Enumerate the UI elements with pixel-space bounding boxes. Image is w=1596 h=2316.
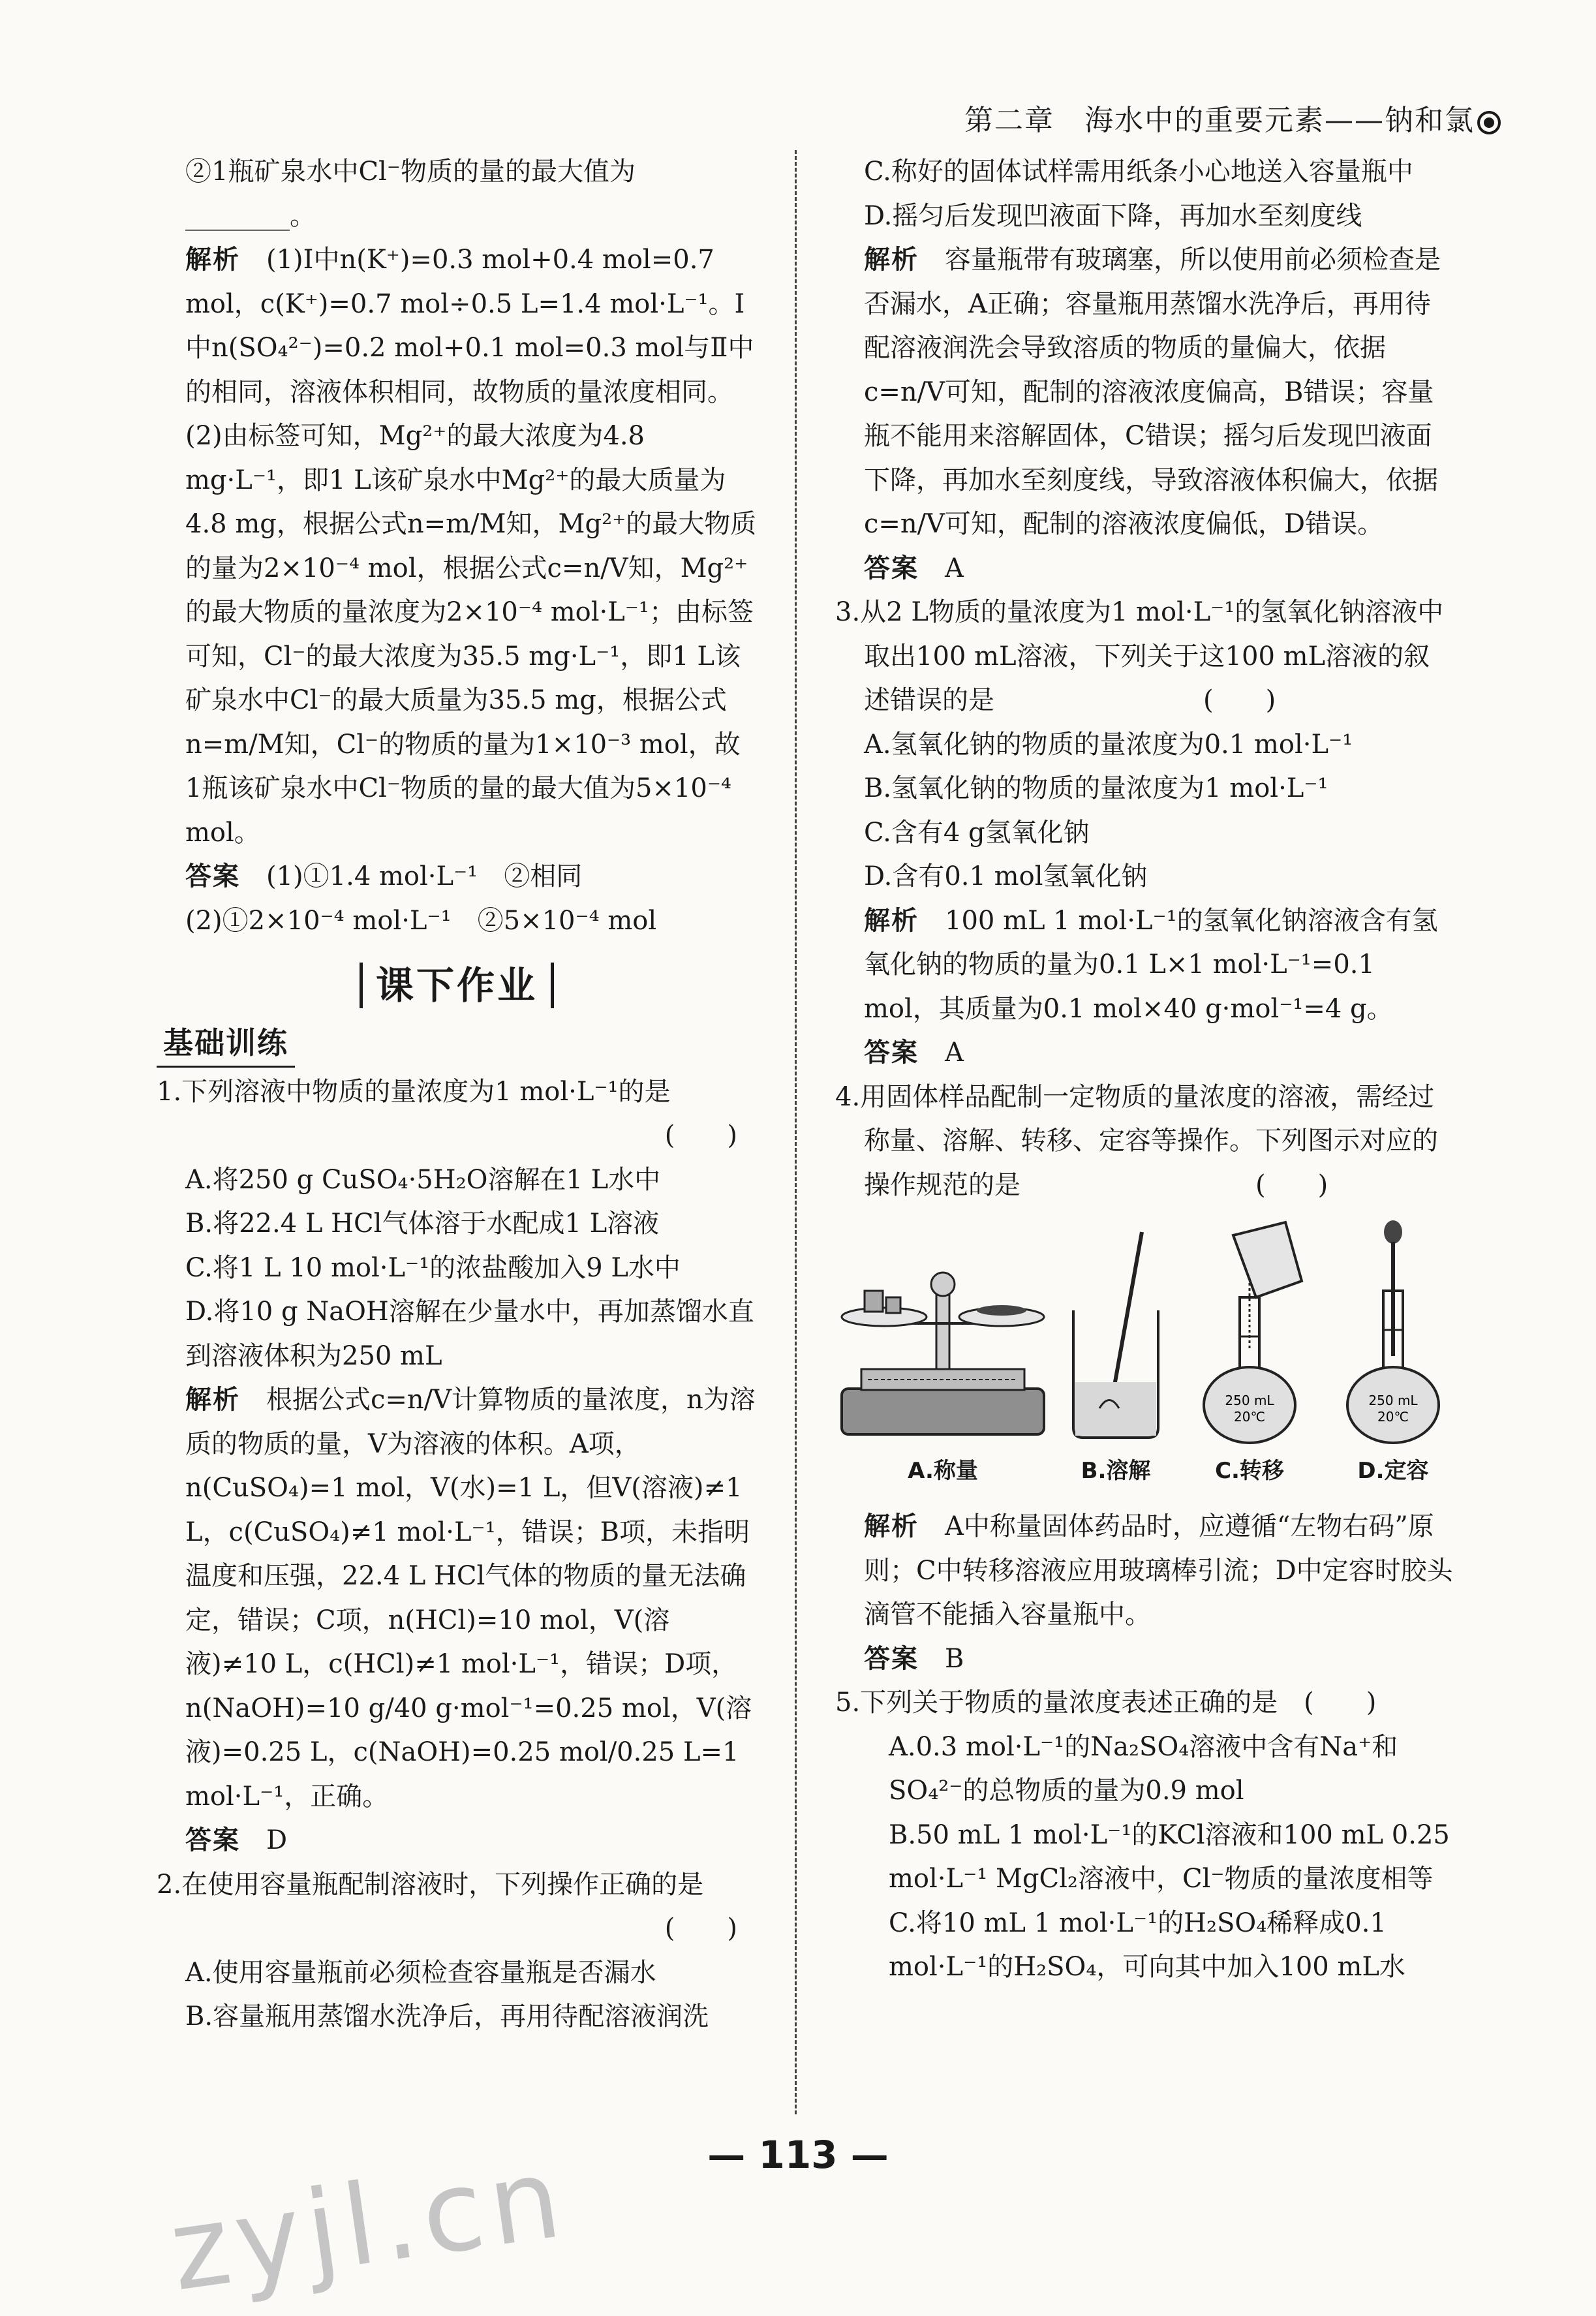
block-text: A.使用容量瓶前必须检查容量瓶是否漏水	[185, 1957, 656, 1988]
answer-block	[157, 855, 757, 943]
section-title-text: 课下作业	[360, 963, 554, 1008]
text-line	[157, 1158, 757, 1203]
answer-block	[835, 1505, 1455, 1637]
block-text: A	[945, 553, 964, 583]
block-label: 答案	[864, 1643, 919, 1674]
answer-block	[835, 899, 1455, 1032]
block-text: C.将10 mL 1 mol·L⁻¹的H₂SO₄稀释成0.1 mol·L⁻¹的H₂SO₄，可向其中加入100 mL水	[889, 1907, 1405, 1982]
flask-c-temp: 20℃	[1234, 1409, 1265, 1425]
chapter-title: 第二章 海水中的重要元素——钠和氯	[964, 104, 1475, 137]
block-text: B.将22.4 L HCl气体溶于水配成1 L溶液	[185, 1209, 660, 1239]
block-label: 解析	[185, 245, 240, 275]
figure-b	[1064, 1219, 1168, 1493]
text-line	[157, 1863, 757, 1907]
text-line	[157, 1951, 757, 1996]
block-text: C.称好的固体试样需用纸条小心地送入容量瓶中	[864, 157, 1413, 187]
text-line	[157, 1290, 757, 1378]
block-text: 2.在使用容量瓶配制溶液时，下列操作正确的是	[157, 1869, 704, 1900]
text-line	[835, 767, 1455, 811]
block-text: D.将10 g NaOH溶解在少量水中，再加蒸馏水直到溶液体积为250 mL	[185, 1297, 754, 1371]
block-text: D.摇匀后发现凹液面下降，再加水至刻度线	[864, 200, 1362, 231]
text-line	[157, 150, 757, 238]
block-label: 解析	[864, 245, 919, 275]
flask-d-temp: 20℃	[1377, 1409, 1409, 1425]
block-text: 100 mL 1 mol·L⁻¹的氢氧化钠溶液含有氢氧化钠的物质的量为0.1 L×1 mol·L⁻¹=0.1 mol，其质量为0.1 mol×40 g·mol⁻¹=4 g。	[864, 905, 1438, 1024]
block-text: A.氢氧化钠的物质的量浓度为0.1 mol·L⁻¹	[864, 729, 1353, 760]
figure-d-label: D.定容	[1357, 1457, 1429, 1484]
block-text: ( )	[664, 1120, 737, 1150]
block-label: 答案	[185, 861, 240, 891]
text-line	[835, 1681, 1455, 1725]
block-text: A中称量固体药品时，应遵循“左物右码”原则；C中转移溶液应用玻璃棒引流；D中定容时胶头滴管不能插入容量瓶中。	[864, 1511, 1453, 1629]
chapter-header	[900, 98, 1501, 144]
block-label: 解析	[185, 1385, 240, 1415]
flask-d-volume: 250 mL	[1368, 1393, 1418, 1408]
answer-block	[157, 238, 757, 855]
text-line	[835, 591, 1455, 723]
figure-d	[1331, 1219, 1455, 1493]
block-label: 答案	[864, 1038, 919, 1068]
figure-a	[835, 1219, 1051, 1493]
block-text: D	[266, 1825, 288, 1855]
text-line	[835, 855, 1455, 899]
answer-block	[835, 238, 1455, 547]
text-line	[835, 1902, 1455, 1990]
block-text: (1)①1.4 mol·L⁻¹ ②相同 (2)①2×10⁻⁴ mol·L⁻¹ ②5×10⁻⁴ mol	[185, 861, 657, 936]
watermark: zyjl.cn	[162, 2133, 575, 2316]
block-text: (1)Ⅰ中n(K⁺)=0.3 mol+0.4 mol=0.7 mol，c(K⁺)=0.7 mol÷0.5 L=1.4 mol·L⁻¹。Ⅰ中n(SO₄²⁻)=0.2 mol+0.1 mol=0.3 mol与Ⅱ中的相同，溶液体积相同，故物质的量浓度相同。(2)由标签可知，Mg²⁺的最大浓度为4.8 mg·L⁻¹，即1 L该矿泉水中Mg²⁺的最大质量为4.8 mg，根据公式n=m/M知，Mg²⁺的最大物质的量为2×10⁻⁴ mol，根据公式c=n/V知，Mg²⁺的最大物质的量浓度为2×10⁻⁴ mol·L⁻¹；由标签可知，Cl⁻的最大浓度为35.5 mg·L⁻¹，即1 L该矿泉水中Cl⁻的最大质量为35.5 mg，根据公式n=m/M知，Cl⁻的物质的量为1×10⁻³ mol，故1瓶该矿泉水中Cl⁻物质的量的最大值为5×10⁻⁴ mol。	[185, 245, 757, 848]
page-number: — 113 —	[707, 2133, 889, 2177]
text-line	[835, 811, 1455, 856]
text-line	[157, 1907, 757, 1951]
figure-c	[1188, 1219, 1312, 1493]
flask-pouring-icon	[1188, 1219, 1312, 1454]
block-text: A	[945, 1038, 964, 1068]
section-title	[157, 963, 757, 1008]
block-text: ( )	[664, 1913, 737, 1943]
answer-block	[835, 1637, 1455, 1682]
block-text: B	[945, 1643, 964, 1674]
text-line	[157, 1995, 757, 2039]
text-line	[835, 1075, 1455, 1208]
text-line	[835, 1814, 1455, 1902]
column-divider	[795, 150, 797, 2114]
text-line	[157, 1202, 757, 1246]
block-text: 4.用固体样品配制一定物质的量浓度的溶液，需经过称量、溶解、转移、定容等操作。下列图示对应的操作规范的是 ( )	[835, 1081, 1438, 1200]
answer-block	[157, 1378, 757, 1819]
block-text: 5.下列关于物质的量浓度表述正确的是 ( )	[835, 1688, 1377, 1718]
right-column-bottom	[835, 1505, 1455, 1990]
flask-c-volume: 250 mL	[1225, 1393, 1274, 1408]
answer-block	[835, 547, 1455, 591]
right-column-top	[835, 150, 1455, 1207]
block-label: 答案	[864, 553, 919, 583]
text-line	[835, 1725, 1455, 1814]
answer-block	[157, 1819, 757, 1863]
block-text: D.含有0.1 mol氢氧化钠	[864, 861, 1148, 891]
flask-dropper-icon	[1331, 1219, 1455, 1454]
right-column	[835, 150, 1455, 1990]
operation-figure	[835, 1219, 1455, 1500]
block-label: 答案	[185, 1825, 240, 1855]
block-text: A.将250 g CuSO₄·5H₂O溶解在1 L水中	[185, 1164, 661, 1195]
subsection-title: 基础训练	[157, 1021, 295, 1068]
text-line	[835, 723, 1455, 767]
beaker-icon	[1064, 1219, 1168, 1454]
block-text: C.将1 L 10 mol·L⁻¹的浓盐酸加入9 L水中	[185, 1252, 681, 1283]
text-line	[835, 194, 1455, 239]
block-text: 3.从2 L物质的量浓度为1 mol·L⁻¹的氢氧化钠溶液中取出100 mL溶液，下列关于这100 mL溶液的叙述错误的是 ( )	[835, 597, 1444, 715]
block-label: 解析	[864, 905, 919, 936]
block-text: 1.下列溶液中物质的量浓度为1 mol·L⁻¹的是	[157, 1076, 671, 1107]
text-line	[157, 1070, 757, 1115]
text-line	[835, 150, 1455, 194]
bullet-icon	[1477, 111, 1501, 134]
block-text: B.50 mL 1 mol·L⁻¹的KCl溶液和100 mL 0.25 mol·L⁻¹ MgCl₂溶液中，Cl⁻物质的量浓度相等	[889, 1819, 1450, 1894]
balance-icon	[835, 1219, 1051, 1454]
block-text: B.氢氧化钠的物质的量浓度为1 mol·L⁻¹	[864, 773, 1328, 803]
block-text: C.含有4 g氢氧化钠	[864, 817, 1090, 848]
left-column	[157, 150, 757, 2039]
figure-b-label: B.溶解	[1081, 1457, 1151, 1484]
block-text: 容量瓶带有玻璃塞，所以使用前必须检查是否漏水，A正确；容量瓶用蒸馏水洗净后，再用待配溶液润洗会导致溶质的物质的量偏大，依据c=n/V可知，配制的溶液浓度偏高，B错误；容量瓶不能用来溶解固体，C错误；摇匀后发现凹液面下降，再加水至刻度线，导致溶液体积偏大，依据c=n/V可知，配制的溶液浓度偏低，D错误。	[864, 245, 1441, 539]
block-text: B.容量瓶用蒸馏水洗净后，再用待配溶液润洗	[185, 2001, 709, 2031]
figure-c-label: C.转移	[1215, 1457, 1284, 1484]
block-text: 根据公式c=n/V计算物质的量浓度，n为溶质的物质的量，V为溶液的体积。A项，n(CuSO₄)=1 mol，V(水)=1 L，但V(溶液)≠1 L，c(CuSO₄)≠1 mol·L⁻¹，错误；B项，未指明温度和压强，22.4 L HCl气体的物质的量无法确定，错误；C项，n(HCl)=10 mol，V(溶液)≠10 L，c(HCl)≠1 mol·L⁻¹，错误；D项，n(NaOH)=10 g/40 g·mol⁻¹=0.25 mol，V(溶液)=0.25 L，c(NaOH)=0.25 mol/0.25 L=1 mol·L⁻¹，正确。	[185, 1385, 756, 1812]
block-label: 解析	[864, 1511, 919, 1541]
text-line	[157, 1246, 757, 1291]
answer-block	[835, 1031, 1455, 1075]
figure-a-label: A.称量	[908, 1457, 978, 1484]
text-line	[157, 1114, 757, 1158]
block-text: A.0.3 mol·L⁻¹的Na₂SO₄溶液中含有Na⁺和SO₄²⁻的总物质的量为0.9 mol	[889, 1731, 1398, 1806]
block-text: ②1瓶矿泉水中Cl⁻物质的量的最大值为________。	[185, 157, 636, 231]
